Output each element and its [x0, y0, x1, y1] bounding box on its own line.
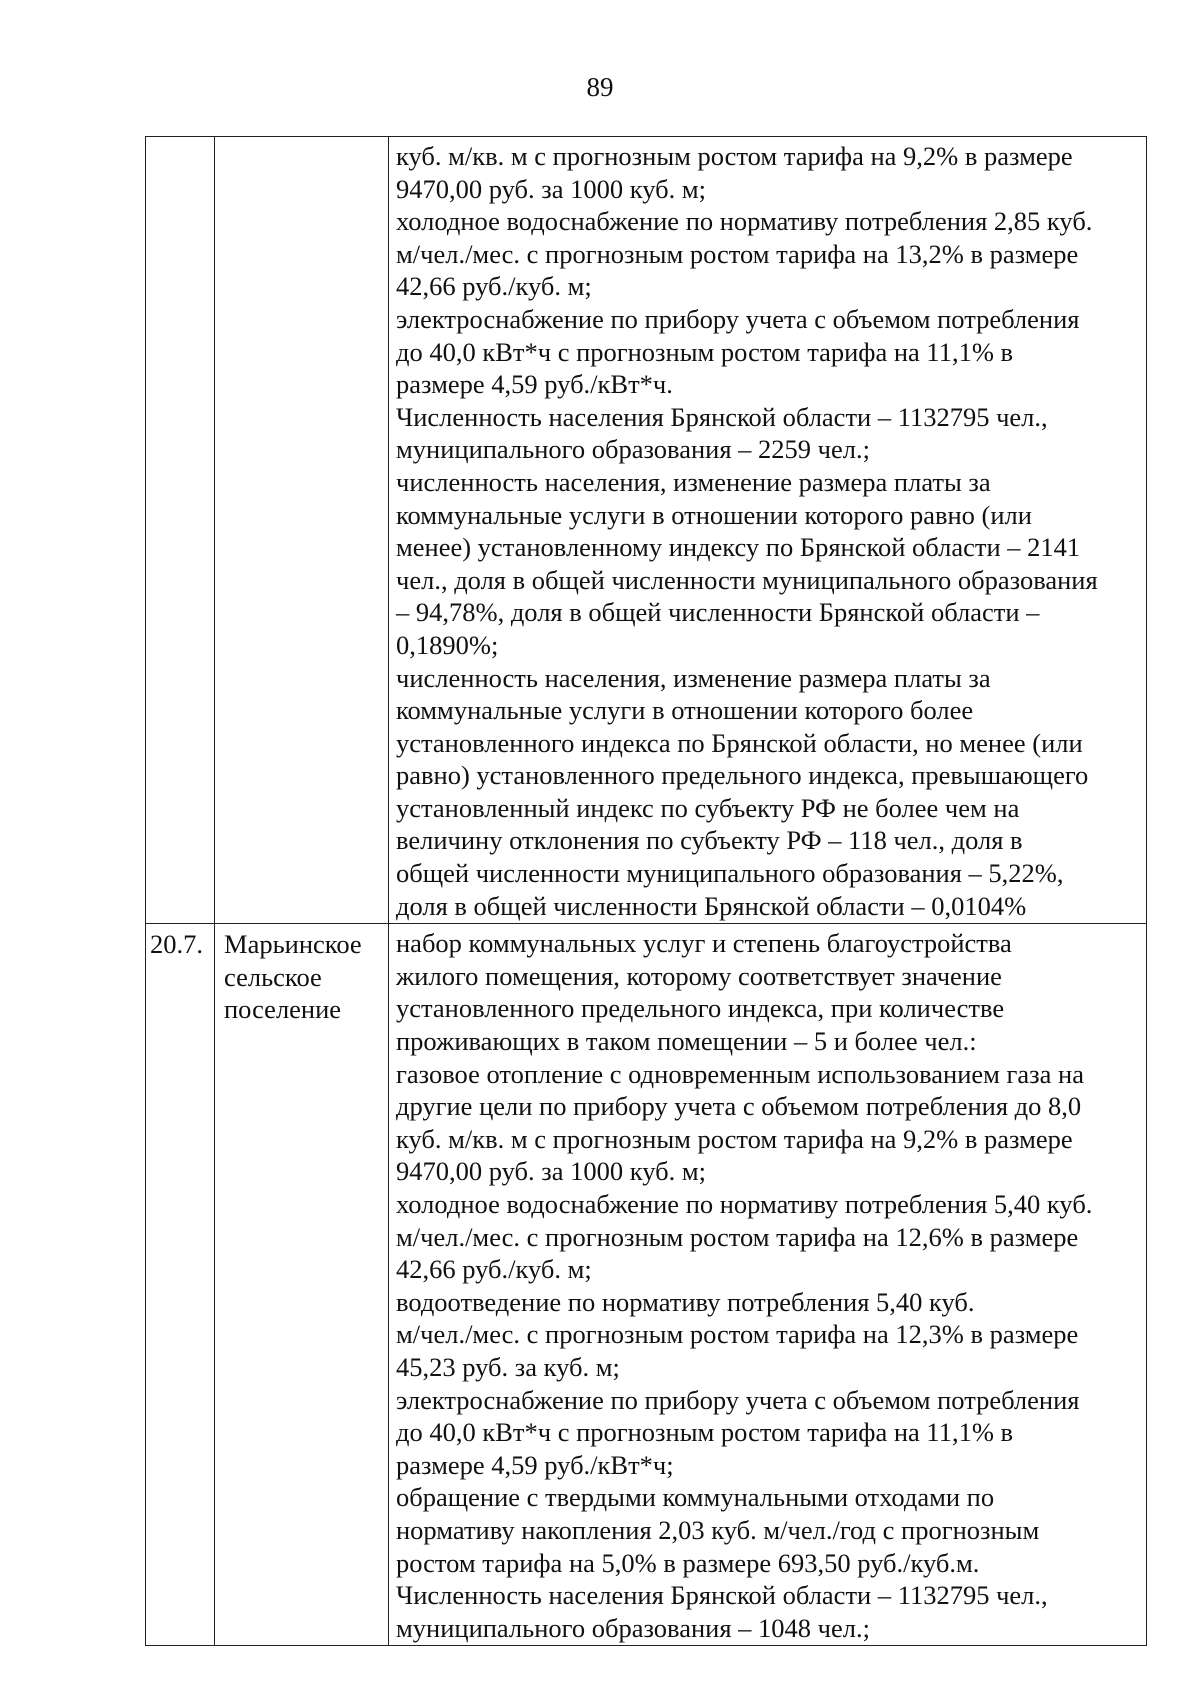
- text-line: нормативу накопления 2,03 куб. м/чел./год с прогнозным: [396, 1514, 1040, 1545]
- text-line: Численность населения Брянской области – 1132795 чел.,: [396, 1580, 1048, 1611]
- text-line: – 94,78%, доля в общей численности Брянской области –: [396, 597, 1040, 628]
- text-line: м/чел./мес. с прогнозным ростом тарифа на 12,3% в размере: [396, 1319, 1079, 1350]
- text-line: размере 4,59 руб./кВт*ч;: [396, 1449, 674, 1480]
- row-number-cell: 20.7.: [146, 924, 215, 1646]
- text-line: равно) установленного предельного индекса, превышающего: [396, 760, 1089, 791]
- description-cell: [389, 137, 1147, 924]
- row-number-cell: [146, 137, 215, 924]
- text-line: доля в общей численности Брянской области – 0,0104%: [396, 890, 1027, 921]
- description-cell: [389, 924, 1147, 1646]
- text-line: установленный индекс по субъекту РФ не более чем на: [396, 792, 1020, 823]
- text-line: установленного предельного индекса, при количестве: [396, 993, 1005, 1024]
- text-line: муниципального образования – 2259 чел.;: [396, 434, 870, 465]
- table-row: [146, 924, 1147, 1646]
- text-line: общей численности муниципального образования – 5,22%,: [396, 858, 1064, 889]
- text-line: куб. м/кв. м с прогнозным ростом тарифа на 9,2% в размере: [396, 141, 1073, 171]
- text-line: 45,23 руб. за куб. м;: [396, 1351, 620, 1382]
- text-line: до 40,0 кВт*ч с прогнозным ростом тарифа на 11,1% в: [396, 336, 1014, 367]
- table-body: [146, 137, 1147, 1646]
- text-line: 9470,00 руб. за 1000 куб. м;: [396, 173, 707, 204]
- text-line: жилого помещения, которому соответствует значение: [396, 960, 1002, 991]
- document-table: [145, 136, 1147, 1646]
- text-line: другие цели по прибору учета с объемом потребления до 8,0: [396, 1091, 1082, 1122]
- page-number: 89: [586, 72, 614, 102]
- text-line: электроснабжение по прибору учета с объемом потребления: [396, 303, 1080, 334]
- text-line: м/чел./мес. с прогнозным ростом тарифа на 13,2% в размере: [396, 238, 1079, 269]
- text-line: коммунальные услуги в отношении которого более: [396, 695, 974, 726]
- text-line: муниципального образования – 1048 чел.;: [396, 1612, 870, 1643]
- text-line: набор коммунальных услуг и степень благоустройства: [396, 928, 1012, 959]
- text-line: коммунальные услуги в отношении которого равно (или: [396, 499, 1032, 530]
- text-line: чел., доля в общей численности муниципального образования: [396, 564, 1098, 595]
- text-line: численность населения, изменение размера платы за: [396, 662, 991, 693]
- table-row: [146, 137, 1147, 924]
- text-line: 0,1890%;: [396, 629, 499, 660]
- text-line: до 40,0 кВт*ч с прогнозным ростом тарифа на 11,1% в: [396, 1417, 1014, 1448]
- text-line: установленного индекса по Брянской области, но менее (или: [396, 727, 1083, 758]
- text-line: ростом тарифа на 5,0% в размере 693,50 руб./куб.м.: [396, 1547, 980, 1578]
- name-line: Марьинское: [224, 929, 362, 960]
- text-line: Численность населения Брянской области – 1132795 чел.,: [396, 401, 1048, 432]
- text-line: холодное водоснабжение по нормативу потребления 2,85 куб.: [396, 206, 1093, 237]
- municipality-name-cell: [215, 924, 389, 1646]
- text-line: 9470,00 руб. за 1000 куб. м;: [396, 1156, 707, 1187]
- text-line: 42,66 руб./куб. м;: [396, 1254, 592, 1285]
- text-line: проживающих в таком помещении – 5 и более чел.:: [396, 1026, 977, 1057]
- text-line: численность населения, изменение размера платы за: [396, 466, 991, 497]
- municipality-name-cell: [215, 137, 389, 924]
- text-line: величину отклонения по субъекту РФ – 118 чел., доля в: [396, 825, 1023, 856]
- text-line: водоотведение по нормативу потребления 5,40 куб.: [396, 1286, 975, 1317]
- text-line: электроснабжение по прибору учета с объемом потребления: [396, 1384, 1080, 1415]
- text-line: 42,66 руб./куб. м;: [396, 271, 592, 302]
- text-line: м/чел./мес. с прогнозным ростом тарифа на 12,6% в размере: [396, 1221, 1079, 1252]
- name-line: поселение: [224, 994, 342, 1025]
- text-line: куб. м/кв. м с прогнозным ростом тарифа на 9,2% в размере: [396, 1123, 1073, 1154]
- name-line: сельское: [224, 961, 322, 992]
- text-line: обращение с твердыми коммунальными отходами по: [396, 1482, 995, 1513]
- text-line: холодное водоснабжение по нормативу потребления 5,40 куб.: [396, 1189, 1093, 1219]
- text-line: размере 4,59 руб./кВт*ч.: [396, 369, 673, 400]
- text-line: менее) установленному индексу по Брянской области – 2141: [396, 532, 1081, 563]
- text-line: газовое отопление с одновременным использованием газа на: [396, 1058, 1084, 1089]
